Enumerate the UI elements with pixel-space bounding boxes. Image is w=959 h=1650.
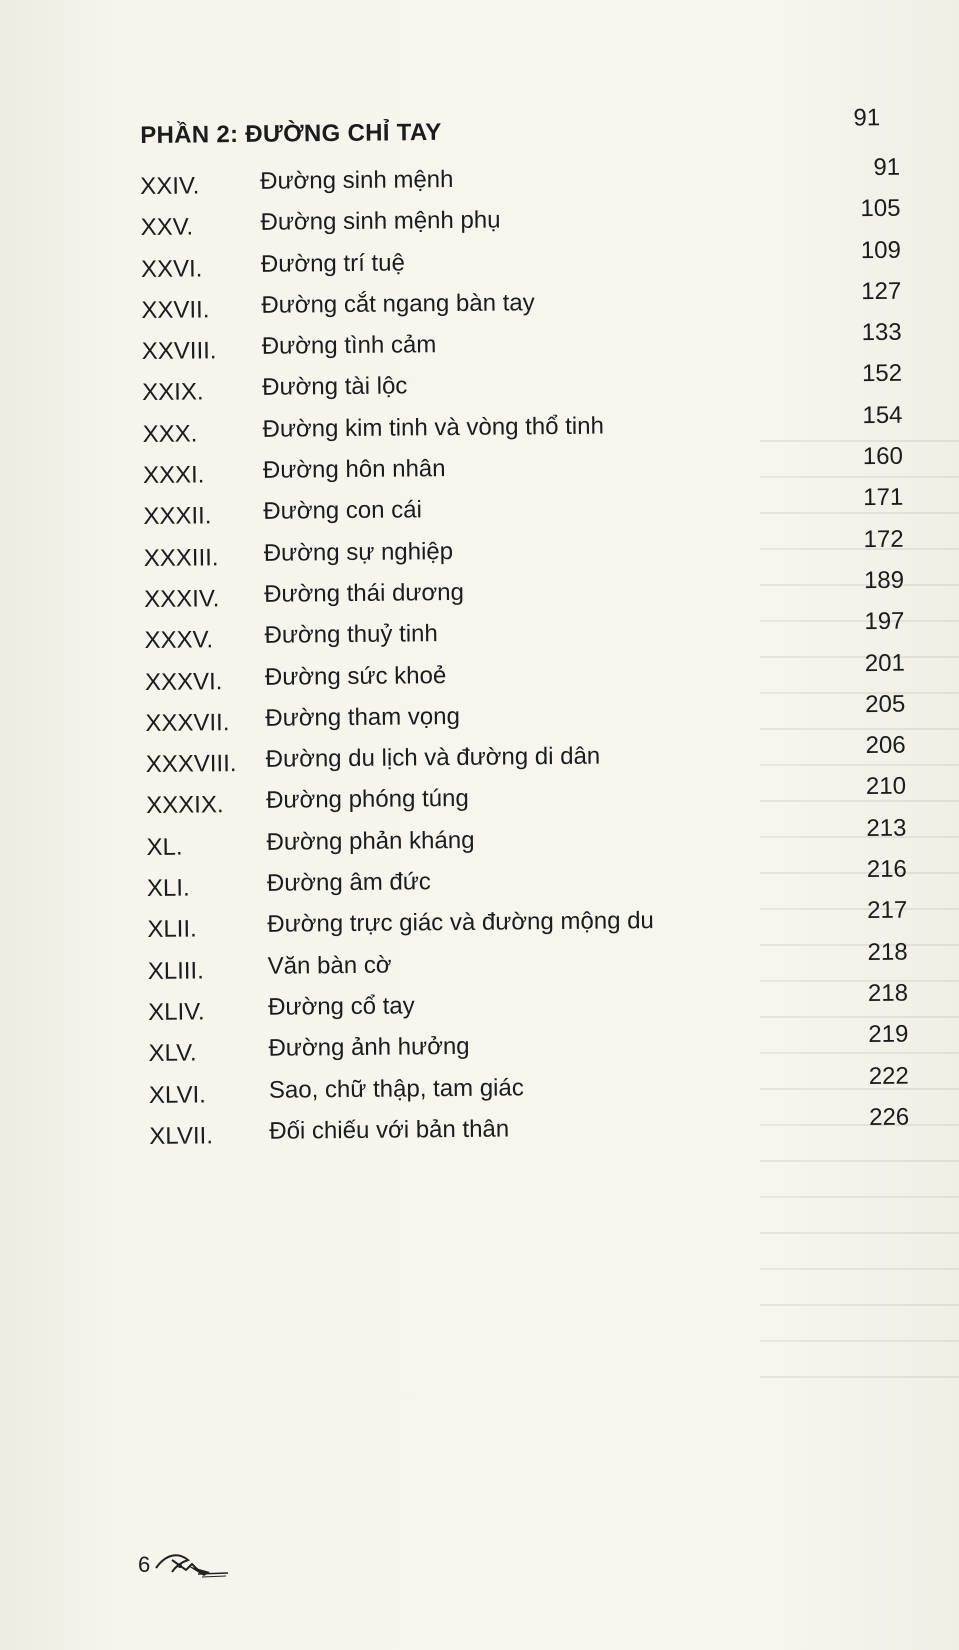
toc-entry (143, 485, 903, 534)
entry-page-number: 152 (861, 360, 903, 388)
toc-entry (143, 444, 903, 493)
entry-title: Đường sinh mệnh (260, 165, 454, 195)
entry-page-number: 91 (873, 153, 901, 181)
entry-number: XXXVII. (145, 709, 230, 737)
entry-number: XXXII. (143, 502, 212, 531)
toc-entry (141, 237, 901, 286)
toc-entry (142, 361, 902, 410)
section-title: PHẦN 2: ĐƯỜNG CHỈ TAY (140, 118, 442, 149)
entry-title: Văn bàn cờ (267, 951, 392, 980)
entry-title: Đường con cái (263, 496, 423, 526)
toc-entry (144, 526, 904, 575)
toc-entry (148, 981, 908, 1030)
entry-number: XLV. (148, 1039, 197, 1068)
entry-title: Đường kim tinh và vòng thổ tinh (262, 412, 604, 443)
toc-entry (141, 279, 901, 328)
entry-number: XXVI. (140, 255, 203, 283)
table-of-contents (140, 155, 909, 1153)
entry-number: XXXVIII. (145, 750, 237, 779)
entry-title: Đường sức khoẻ (264, 661, 447, 691)
entry-number: XXXIV. (144, 585, 220, 613)
entry-title: Đường trí tuệ (260, 249, 405, 278)
entry-title: Đối chiếu với bản thân (269, 1115, 510, 1145)
pen-ornament-icon (152, 1546, 232, 1580)
toc-entry (145, 650, 905, 699)
entry-title: Đường sự nghiệp (263, 537, 454, 567)
entry-page-number: 127 (861, 277, 902, 305)
toc-entry (144, 609, 904, 658)
entry-number: XLIV. (148, 998, 205, 1026)
entry-number: XLII. (147, 915, 197, 944)
toc-entry (140, 155, 900, 204)
entry-title: Đường tình cảm (261, 331, 437, 361)
toc-entry (148, 1022, 908, 1071)
page-number: 6 (138, 1552, 151, 1577)
entry-title: Đường ảnh hưởng (268, 1033, 470, 1063)
entry-number: XXXI. (142, 461, 205, 490)
toc-entry (145, 692, 905, 741)
entry-number: XXXIX. (146, 791, 224, 820)
entry-number: XXX. (142, 420, 198, 448)
entry-number: XLI. (146, 874, 190, 903)
entry-number: XL. (146, 833, 183, 861)
entry-title: Đường phản kháng (266, 826, 475, 856)
entry-title: Đường phóng túng (266, 785, 469, 815)
toc-entry (140, 196, 900, 245)
toc-entry (146, 815, 906, 864)
entry-page-number: 218 (867, 979, 909, 1007)
entry-number: XXIX. (142, 378, 204, 407)
entry-title: Đường sinh mệnh phụ (260, 206, 501, 237)
toc-entry (147, 898, 907, 947)
entry-page-number: 210 (865, 773, 907, 801)
entry-page-number: 197 (864, 607, 905, 636)
entry-title: Đường tài lộc (262, 372, 408, 402)
entry-title: Đường tham vọng (265, 702, 461, 732)
entry-page-number: 213 (866, 814, 907, 842)
entry-page-number: 105 (860, 194, 901, 223)
entry-page-number: 217 (867, 897, 908, 925)
entry-title: Đường cắt ngang bàn tay (261, 289, 535, 319)
entry-page-number: 206 (865, 731, 906, 760)
entry-number: XLIII. (147, 957, 204, 985)
entry-number: XXXV. (144, 626, 214, 655)
entry-number: XXXIII. (143, 543, 219, 572)
entry-page-number: 154 (862, 401, 903, 429)
entry-page-number: 201 (864, 649, 905, 677)
entry-title: Đường thái dương (264, 578, 464, 608)
toc-entry (142, 402, 902, 451)
entry-page-number: 216 (866, 855, 907, 884)
entry-page-number: 222 (868, 1062, 909, 1090)
entry-number: XLVII. (149, 1122, 214, 1150)
entry-title: Đường hôn nhân (262, 455, 446, 484)
entry-number: XXV. (140, 213, 194, 242)
entry-title: Đường cổ tay (267, 992, 415, 1021)
entry-title: Đường du lịch và đường di dân (265, 742, 601, 773)
toc-entry (142, 320, 902, 369)
entry-page-number: 172 (863, 525, 904, 553)
entry-title: Đường âm đức (266, 868, 431, 897)
entry-number: XXXVI. (144, 667, 223, 696)
toc-entry (149, 1104, 909, 1153)
entry-title: Đường trực giác và đường mộng du (267, 907, 654, 939)
toc-entry (148, 939, 908, 988)
entry-page-number: 219 (868, 1020, 909, 1049)
entry-page-number: 109 (860, 236, 902, 264)
entry-page-number: 189 (863, 566, 905, 595)
entry-number: XLVI. (148, 1080, 207, 1109)
entry-page-number: 171 (863, 484, 904, 512)
entry-title: Đường thuỷ tinh (264, 620, 438, 650)
entry-page-number: 160 (862, 442, 903, 471)
entry-page-number: 226 (869, 1103, 910, 1131)
toc-entry (147, 857, 907, 906)
entry-number: XXIV. (140, 172, 200, 200)
entry-title: Sao, chữ thập, tam giác (268, 1073, 524, 1104)
entry-page-number: 218 (867, 938, 908, 966)
entry-number: XXVII. (141, 296, 210, 324)
entry-page-number: 133 (861, 318, 902, 347)
entry-number: XXVIII. (141, 337, 217, 366)
entry-page-number: 205 (865, 690, 906, 718)
toc-entry (149, 1063, 909, 1112)
toc-entry (144, 568, 904, 617)
section-page-number: 91 (853, 104, 881, 132)
section-heading (140, 104, 880, 156)
toc-entry (146, 774, 906, 823)
toc-entry (146, 733, 906, 782)
